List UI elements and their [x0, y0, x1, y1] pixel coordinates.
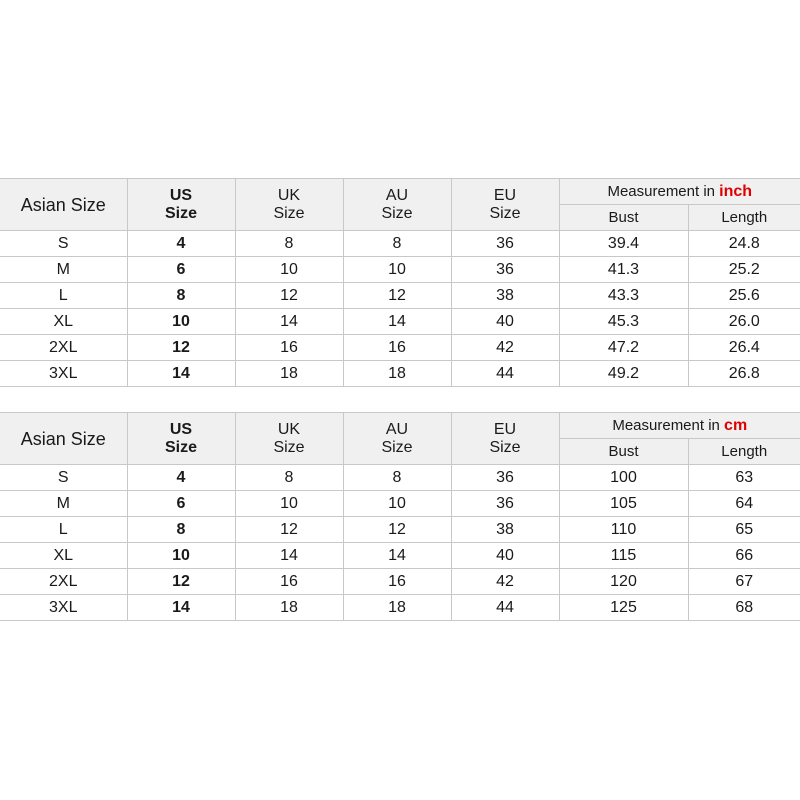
uk-header-line2: Size	[273, 438, 305, 456]
table-row	[0, 569, 800, 595]
asian-size-header: Asian Size	[0, 179, 127, 231]
size-chart-inch	[0, 178, 800, 387]
us-size-header	[127, 179, 235, 231]
eu-size-cell: 36	[451, 231, 559, 257]
uk-size-cell: 12	[235, 283, 343, 309]
uk-size-header	[235, 179, 343, 231]
measurement-unit: inch	[719, 182, 753, 200]
bust-cell: 110	[559, 517, 688, 543]
uk-size-cell: 12	[235, 517, 343, 543]
asian-size-cell: M	[0, 257, 127, 283]
table-row	[0, 257, 800, 283]
asian-size-header: Asian Size	[0, 413, 127, 465]
bust-cell: 47.2	[559, 335, 688, 361]
au-size-cell: 12	[343, 517, 451, 543]
asian-size-cell: 2XL	[0, 335, 127, 361]
au-size-cell: 8	[343, 231, 451, 257]
cm-rows	[0, 465, 800, 621]
us-size-cell: 8	[127, 517, 235, 543]
bust-cell: 45.3	[559, 309, 688, 335]
au-header-line1: AU	[385, 420, 409, 438]
asian-size-cell: M	[0, 491, 127, 517]
table-row	[0, 283, 800, 309]
length-cell: 26.8	[688, 361, 800, 387]
bust-cell: 39.4	[559, 231, 688, 257]
size-chart-cm	[0, 412, 800, 621]
asian-size-cell: L	[0, 517, 127, 543]
table-row	[0, 309, 800, 335]
length-cell: 66	[688, 543, 800, 569]
length-cell: 65	[688, 517, 800, 543]
us-header-line1: US	[169, 420, 193, 438]
measurement-label: Measurement in	[607, 182, 720, 200]
us-header-line1: US	[169, 186, 193, 204]
bust-cell: 100	[559, 465, 688, 491]
length-cell: 68	[688, 595, 800, 621]
measurement-unit: cm	[724, 416, 748, 434]
us-header-line2: Size	[164, 438, 197, 456]
us-size-cell: 4	[127, 231, 235, 257]
eu-size-cell: 42	[451, 335, 559, 361]
us-size-cell: 8	[127, 283, 235, 309]
table-row	[0, 595, 800, 621]
bust-header: Bust	[559, 439, 688, 465]
us-header-line2: Size	[164, 204, 197, 222]
eu-size-cell: 38	[451, 517, 559, 543]
eu-size-cell: 42	[451, 569, 559, 595]
table-row	[0, 543, 800, 569]
table-row	[0, 231, 800, 257]
eu-header-line1: EU	[493, 420, 517, 438]
eu-size-cell: 36	[451, 257, 559, 283]
table-row	[0, 517, 800, 543]
au-size-cell: 18	[343, 595, 451, 621]
au-size-cell: 14	[343, 309, 451, 335]
asian-size-cell: 2XL	[0, 569, 127, 595]
asian-size-cell: 3XL	[0, 361, 127, 387]
measurement-label: Measurement in	[612, 416, 725, 434]
bust-cell: 43.3	[559, 283, 688, 309]
bust-cell: 105	[559, 491, 688, 517]
eu-header-line1: EU	[493, 186, 517, 204]
au-size-cell: 16	[343, 335, 451, 361]
uk-size-cell: 10	[235, 257, 343, 283]
eu-size-cell: 36	[451, 465, 559, 491]
au-size-cell: 18	[343, 361, 451, 387]
bust-cell: 125	[559, 595, 688, 621]
uk-size-cell: 14	[235, 309, 343, 335]
asian-size-cell: XL	[0, 309, 127, 335]
uk-size-cell: 14	[235, 543, 343, 569]
au-size-cell: 14	[343, 543, 451, 569]
uk-size-cell: 16	[235, 569, 343, 595]
bust-cell: 41.3	[559, 257, 688, 283]
length-header: Length	[688, 439, 800, 465]
uk-header-line1: UK	[277, 420, 301, 438]
bust-cell: 49.2	[559, 361, 688, 387]
length-cell: 25.2	[688, 257, 800, 283]
eu-size-header	[451, 413, 559, 465]
eu-header-line2: Size	[489, 438, 521, 456]
eu-size-cell: 44	[451, 361, 559, 387]
au-size-cell: 10	[343, 257, 451, 283]
length-cell: 64	[688, 491, 800, 517]
table-row	[0, 491, 800, 517]
us-size-cell: 14	[127, 595, 235, 621]
length-cell: 26.0	[688, 309, 800, 335]
uk-size-cell: 8	[235, 465, 343, 491]
au-size-cell: 16	[343, 569, 451, 595]
au-size-cell: 12	[343, 283, 451, 309]
table-row	[0, 465, 800, 491]
uk-size-cell: 18	[235, 595, 343, 621]
us-size-cell: 6	[127, 257, 235, 283]
eu-size-cell: 44	[451, 595, 559, 621]
length-cell: 25.6	[688, 283, 800, 309]
eu-size-cell: 36	[451, 491, 559, 517]
eu-size-cell: 38	[451, 283, 559, 309]
us-size-cell: 10	[127, 309, 235, 335]
uk-header-line2: Size	[273, 204, 305, 222]
length-cell: 26.4	[688, 335, 800, 361]
us-size-cell: 6	[127, 491, 235, 517]
uk-size-cell: 16	[235, 335, 343, 361]
bust-cell: 115	[559, 543, 688, 569]
us-size-cell: 14	[127, 361, 235, 387]
us-size-cell: 12	[127, 569, 235, 595]
uk-size-cell: 8	[235, 231, 343, 257]
au-header-line2: Size	[381, 438, 413, 456]
eu-size-header	[451, 179, 559, 231]
au-size-header	[343, 179, 451, 231]
eu-header-line2: Size	[489, 204, 521, 222]
uk-size-cell: 10	[235, 491, 343, 517]
asian-size-cell: S	[0, 465, 127, 491]
bust-header: Bust	[559, 205, 688, 231]
eu-size-cell: 40	[451, 543, 559, 569]
table-row	[0, 361, 800, 387]
asian-size-cell: XL	[0, 543, 127, 569]
uk-size-header	[235, 413, 343, 465]
eu-size-cell: 40	[451, 309, 559, 335]
inch-rows	[0, 231, 800, 387]
length-cell: 24.8	[688, 231, 800, 257]
au-size-cell: 8	[343, 465, 451, 491]
au-header-line2: Size	[381, 204, 413, 222]
measurement-header	[559, 179, 800, 205]
uk-size-cell: 18	[235, 361, 343, 387]
au-header-line1: AU	[385, 186, 409, 204]
table-row	[0, 335, 800, 361]
au-size-header	[343, 413, 451, 465]
uk-header-line1: UK	[277, 186, 301, 204]
au-size-cell: 10	[343, 491, 451, 517]
length-header: Length	[688, 205, 800, 231]
us-size-cell: 4	[127, 465, 235, 491]
measurement-header	[559, 413, 800, 439]
asian-size-cell: S	[0, 231, 127, 257]
us-size-header	[127, 413, 235, 465]
us-size-cell: 12	[127, 335, 235, 361]
us-size-cell: 10	[127, 543, 235, 569]
asian-size-cell: 3XL	[0, 595, 127, 621]
asian-size-cell: L	[0, 283, 127, 309]
length-cell: 67	[688, 569, 800, 595]
length-cell: 63	[688, 465, 800, 491]
bust-cell: 120	[559, 569, 688, 595]
